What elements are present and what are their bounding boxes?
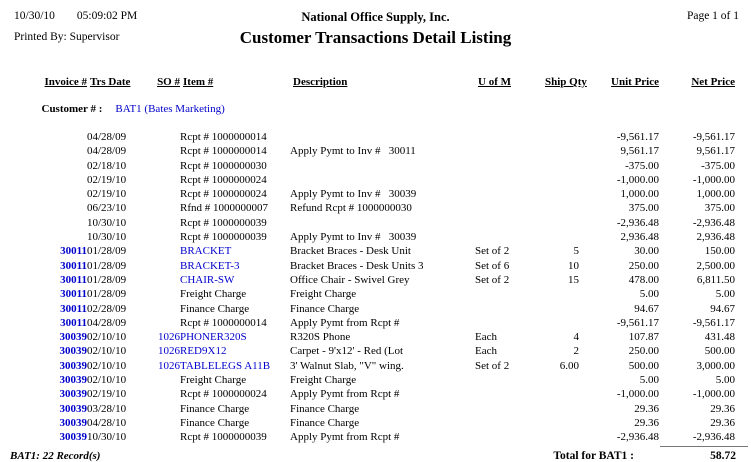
cell-ship-qty xyxy=(545,402,579,416)
cell-trs-date: 02/19/10 xyxy=(87,188,127,201)
cell-invoice-number xyxy=(14,201,87,215)
cell-invoice-number xyxy=(14,130,87,144)
cell-description: Refund Rcpt # 1000000030 xyxy=(290,202,412,215)
cell-description xyxy=(290,130,475,144)
cell-invoice-number[interactable]: 30039 xyxy=(59,331,87,344)
cell-uofm xyxy=(475,187,545,201)
cell-uofm xyxy=(475,387,545,401)
cell-item-number: Rcpt # 1000000014 xyxy=(180,316,267,329)
cell-ship-qty xyxy=(545,216,579,230)
page-indicator: Page 1 of 1 xyxy=(686,10,739,22)
cell-uofm xyxy=(475,416,545,430)
cell-item-number: Rcpt # 1000000030 xyxy=(180,159,267,172)
cell-invoice-number[interactable]: 30039 xyxy=(59,359,87,372)
cell-description: Freight Charge xyxy=(290,374,357,387)
cell-invoice-number[interactable]: 30011 xyxy=(60,245,87,258)
cell-item-number: Rcpt # 1000000039 xyxy=(180,431,267,444)
table-row xyxy=(14,387,735,401)
cell-item-number: Rfnd # 1000000007 xyxy=(180,202,268,215)
cell-trs-date: 04/28/10 xyxy=(87,416,127,429)
table-row xyxy=(14,216,735,230)
cell-item-number: Rcpt # 1000000014 xyxy=(180,145,267,158)
transactions-table xyxy=(14,72,735,445)
cell-so-number xyxy=(149,302,180,316)
cell-ship-qty xyxy=(545,430,579,444)
table-row xyxy=(14,344,735,358)
cell-invoice-number xyxy=(14,173,87,187)
cell-invoice-number[interactable]: 30011 xyxy=(60,288,87,301)
transaction-rows xyxy=(14,130,735,445)
cell-item-number: Rcpt # 1000000024 xyxy=(180,388,267,401)
table-row xyxy=(14,330,735,344)
printed-by: Printed By: Supervisor xyxy=(14,31,120,43)
cell-trs-date: 01/28/09 xyxy=(87,259,127,272)
column-header-trs-date: Trs Date xyxy=(90,76,131,88)
column-header-net-price: Net Price xyxy=(691,76,735,88)
cell-description: Apply Pymt to Inv # 30039 xyxy=(290,188,417,201)
cell-unit-price: 9,561.17 xyxy=(620,145,659,158)
cell-ship-qty: 5 xyxy=(573,245,579,258)
cell-ship-qty xyxy=(545,416,579,430)
table-row xyxy=(14,416,735,430)
cell-net-price: 2,500.00 xyxy=(696,259,735,272)
cell-unit-price: -2,936.48 xyxy=(616,216,659,229)
cell-so-number xyxy=(149,187,180,201)
cell-ship-qty xyxy=(545,287,579,301)
cell-item-number: Rcpt # 1000000039 xyxy=(180,231,267,244)
cell-net-price: 150.00 xyxy=(704,245,735,258)
cell-description: Bracket Braces - Desk Units 3 xyxy=(290,259,424,272)
cell-net-price: 29.36 xyxy=(710,416,735,429)
cell-so-number[interactable]: 1026 xyxy=(158,345,180,358)
cell-ship-qty xyxy=(545,159,579,173)
cell-so-number xyxy=(149,144,180,158)
column-header-unit-price: Unit Price xyxy=(611,76,659,88)
cell-item-number: Freight Charge xyxy=(180,288,247,301)
cell-invoice-number[interactable]: 30011 xyxy=(60,259,87,272)
cell-description: R320S Phone xyxy=(290,331,351,344)
cell-net-price: 3,000.00 xyxy=(696,359,735,372)
cell-net-price: -2,936.48 xyxy=(692,431,735,444)
cell-item-number[interactable]: RED9X12 xyxy=(180,345,227,358)
cell-invoice-number xyxy=(14,144,87,158)
cell-so-number xyxy=(149,373,180,387)
cell-invoice-number[interactable]: 30039 xyxy=(59,388,87,401)
cell-trs-date: 02/10/10 xyxy=(87,374,127,387)
table-row xyxy=(14,159,735,173)
cell-item-number: Rcpt # 1000000014 xyxy=(180,131,267,143)
cell-description xyxy=(290,216,475,230)
cell-uofm xyxy=(475,216,545,230)
cell-net-price: 500.00 xyxy=(704,345,735,358)
cell-ship-qty xyxy=(545,316,579,330)
cell-ship-qty: 15 xyxy=(568,273,579,286)
cell-so-number xyxy=(149,159,180,173)
table-row xyxy=(14,259,735,273)
cell-uofm xyxy=(475,201,545,215)
cell-unit-price: 1,000.00 xyxy=(620,188,659,201)
table-row xyxy=(14,359,735,373)
cell-trs-date: 04/28/09 xyxy=(87,316,127,329)
cell-ship-qty xyxy=(545,387,579,401)
cell-trs-date: 02/10/10 xyxy=(87,359,127,372)
cell-invoice-number[interactable]: 30011 xyxy=(60,316,87,329)
cell-so-number xyxy=(149,402,180,416)
cell-net-price: 2,936.48 xyxy=(696,231,735,244)
cell-unit-price: -2,936.48 xyxy=(616,431,659,444)
cell-trs-date: 01/28/09 xyxy=(87,245,127,258)
customer-row xyxy=(14,88,735,130)
cell-so-number xyxy=(149,316,180,330)
cell-so-number xyxy=(149,259,180,273)
cell-description xyxy=(290,159,475,173)
cell-trs-date: 02/19/10 xyxy=(87,388,127,401)
cell-trs-date: 04/28/09 xyxy=(87,145,127,158)
cell-so-number xyxy=(149,244,180,258)
cell-trs-date: 01/28/09 xyxy=(87,273,127,286)
report-time: 05:09:02 PM xyxy=(76,10,138,22)
cell-trs-date: 02/10/10 xyxy=(87,345,127,358)
table-row xyxy=(14,430,735,444)
cell-net-price: 94.67 xyxy=(710,302,735,315)
cell-uofm xyxy=(475,316,545,330)
cell-unit-price: 29.36 xyxy=(634,402,659,415)
cell-trs-date: 02/18/10 xyxy=(87,159,127,172)
cell-unit-price: 107.87 xyxy=(628,331,659,344)
column-header-uofm: U of M xyxy=(478,76,511,88)
cell-net-price: 1,000.00 xyxy=(696,188,735,201)
cell-so-number xyxy=(149,130,180,144)
company-name: National Office Supply, Inc. xyxy=(301,10,450,24)
column-header-ship-qty: Ship Qty xyxy=(545,76,587,88)
total-group xyxy=(553,450,736,462)
table-row xyxy=(14,373,735,387)
cell-ship-qty xyxy=(545,302,579,316)
cell-description: Finance Charge xyxy=(290,302,360,315)
cell-invoice-number xyxy=(14,230,87,244)
cell-ship-qty xyxy=(545,130,579,144)
cell-item-number[interactable]: PHONER320S xyxy=(180,331,247,344)
cell-unit-price: 30.00 xyxy=(634,245,659,258)
cell-uofm: Set of 2 xyxy=(475,245,510,258)
cell-description: Freight Charge xyxy=(290,288,357,301)
cell-uofm xyxy=(475,230,545,244)
cell-description: Apply Pymt from Rcpt # xyxy=(290,316,400,329)
cell-trs-date: 10/30/10 xyxy=(87,231,127,244)
cell-so-number xyxy=(149,273,180,287)
cell-description: Carpet - 9'x12' - Red (Lot xyxy=(290,345,404,358)
cell-invoice-number[interactable]: 30011 xyxy=(60,273,87,286)
table-row xyxy=(14,316,735,330)
cell-invoice-number xyxy=(14,159,87,173)
column-header-so: SO # xyxy=(157,76,180,88)
total-value: 58.72 xyxy=(710,449,736,462)
cell-unit-price: 250.00 xyxy=(628,259,659,272)
cell-unit-price: 375.00 xyxy=(628,202,659,215)
cell-unit-price: 5.00 xyxy=(639,288,659,301)
cell-ship-qty xyxy=(545,187,579,201)
cell-ship-qty: 2 xyxy=(573,345,579,358)
table-row xyxy=(14,244,735,258)
report-date: 10/30/10 xyxy=(14,10,55,22)
report-header xyxy=(0,0,751,72)
cell-net-price: 431.48 xyxy=(704,331,735,344)
customer-value[interactable]: BAT1 (Bates Marketing) xyxy=(115,103,225,115)
cell-uofm: Set of 6 xyxy=(475,259,510,272)
cell-unit-price: -9,561.17 xyxy=(616,131,659,143)
cell-net-price: 9,561.17 xyxy=(696,145,735,158)
cell-uofm: Set of 2 xyxy=(475,359,510,372)
cell-unit-price: 5.00 xyxy=(639,374,659,387)
table-row xyxy=(14,287,735,301)
cell-description: Finance Charge xyxy=(290,402,360,415)
cell-so-number[interactable]: 1026 xyxy=(158,359,180,372)
cell-net-price: -1,000.00 xyxy=(692,173,735,186)
cell-trs-date: 02/10/10 xyxy=(87,331,127,344)
cell-ship-qty: 10 xyxy=(568,259,579,272)
cell-so-number xyxy=(149,230,180,244)
cell-net-price: 29.36 xyxy=(710,402,735,415)
cell-ship-qty xyxy=(545,173,579,187)
cell-ship-qty xyxy=(545,201,579,215)
column-header-invoice: Invoice # xyxy=(44,76,87,88)
cell-trs-date: 04/28/09 xyxy=(87,131,127,143)
cell-so-number xyxy=(149,387,180,401)
customer-label: Customer # : xyxy=(41,103,103,115)
cell-ship-qty: 4 xyxy=(573,331,579,344)
table-row xyxy=(14,273,735,287)
cell-uofm xyxy=(475,130,545,144)
cell-description: Apply Pymt from Rcpt # xyxy=(290,431,400,444)
table-row xyxy=(14,201,735,215)
cell-item-number[interactable]: TABLELEGS A11B xyxy=(180,359,271,372)
cell-unit-price: -1,000.00 xyxy=(616,173,659,186)
cell-so-number[interactable]: 1026 xyxy=(158,331,180,344)
cell-description: Apply Pymt to Inv # 30011 xyxy=(290,145,416,158)
cell-invoice-number[interactable]: 30039 xyxy=(59,416,87,429)
cell-trs-date: 10/30/10 xyxy=(87,431,127,444)
cell-uofm xyxy=(475,159,545,173)
cell-trs-date: 06/23/10 xyxy=(87,202,127,215)
column-header-row xyxy=(14,72,735,88)
cell-item-number: Rcpt # 1000000024 xyxy=(180,188,267,201)
cell-net-price: 5.00 xyxy=(715,374,735,387)
cell-item-number[interactable]: CHAIR-SW xyxy=(180,273,235,286)
cell-trs-date: 03/28/10 xyxy=(87,402,127,415)
cell-invoice-number[interactable]: 30011 xyxy=(60,302,87,315)
table-row xyxy=(14,144,735,158)
record-count: BAT1: 22 Record(s) xyxy=(10,449,101,462)
cell-unit-price: -375.00 xyxy=(625,159,659,172)
cell-trs-date: 01/28/09 xyxy=(87,288,127,301)
cell-uofm: Each xyxy=(475,345,497,358)
cell-uofm xyxy=(475,144,545,158)
cell-trs-date: 02/28/09 xyxy=(87,302,127,315)
cell-net-price: 375.00 xyxy=(704,202,735,215)
cell-invoice-number[interactable]: 30039 xyxy=(59,374,87,387)
cell-description: Bracket Braces - Desk Unit xyxy=(290,245,411,258)
cell-description xyxy=(290,173,475,187)
cell-uofm xyxy=(475,373,545,387)
cell-item-number: Finance Charge xyxy=(180,416,250,429)
cell-description: 3' Walnut Slab, "V" wing. xyxy=(290,359,404,372)
cell-description: Apply Pymt to Inv # 30039 xyxy=(290,231,417,244)
cell-invoice-number xyxy=(14,216,87,230)
cell-item-number: Finance Charge xyxy=(180,402,250,415)
table-row xyxy=(14,173,735,187)
cell-invoice-number[interactable]: 30039 xyxy=(59,345,87,358)
cell-so-number xyxy=(149,201,180,215)
cell-uofm xyxy=(475,302,545,316)
table-row xyxy=(14,402,735,416)
cell-so-number xyxy=(149,430,180,444)
table-row xyxy=(14,130,735,144)
cell-unit-price: 478.00 xyxy=(628,273,659,286)
cell-uofm xyxy=(475,430,545,444)
cell-ship-qty: 6.00 xyxy=(559,359,579,372)
cell-so-number xyxy=(149,173,180,187)
cell-uofm: Each xyxy=(475,331,497,344)
cell-unit-price: 250.00 xyxy=(628,345,659,358)
cell-net-price: -375.00 xyxy=(701,159,735,172)
cell-description: Finance Charge xyxy=(290,416,360,429)
cell-unit-price: 94.67 xyxy=(634,302,659,315)
cell-invoice-number xyxy=(14,187,87,201)
column-header-item: Item # xyxy=(183,76,214,88)
total-label: Total for BAT1 : xyxy=(553,449,634,462)
report-footer xyxy=(0,447,751,462)
cell-item-number[interactable]: BRACKET xyxy=(180,245,232,258)
cell-net-price: -2,936.48 xyxy=(692,216,735,229)
cell-ship-qty xyxy=(545,144,579,158)
cell-description: Apply Pymt from Rcpt # xyxy=(290,388,400,401)
cell-ship-qty xyxy=(545,230,579,244)
cell-so-number xyxy=(149,287,180,301)
page-title: Customer Transactions Detail Listing xyxy=(239,28,512,47)
cell-net-price: -9,561.17 xyxy=(692,316,735,329)
cell-unit-price: -1,000.00 xyxy=(616,388,659,401)
cell-so-number xyxy=(149,416,180,430)
cell-item-number: Rcpt # 1000000039 xyxy=(180,216,267,229)
table-row xyxy=(14,187,735,201)
cell-item-number: Freight Charge xyxy=(180,374,247,387)
cell-net-price: 6,811.50 xyxy=(696,273,735,286)
cell-so-number xyxy=(149,216,180,230)
cell-unit-price: 2,936.48 xyxy=(620,231,659,244)
cell-item-number[interactable]: BRACKET-3 xyxy=(180,259,240,272)
cell-invoice-number[interactable]: 30039 xyxy=(59,431,87,444)
cell-item-number: Rcpt # 1000000024 xyxy=(180,173,267,186)
cell-uofm: Set of 2 xyxy=(475,273,510,286)
cell-description: Office Chair - Swivel Grey xyxy=(290,273,410,286)
cell-unit-price: -9,561.17 xyxy=(616,316,659,329)
cell-unit-price: 500.00 xyxy=(628,359,659,372)
cell-unit-price: 29.36 xyxy=(634,416,659,429)
column-header-description: Description xyxy=(293,76,348,88)
cell-net-price: -1,000.00 xyxy=(692,388,735,401)
cell-item-number: Finance Charge xyxy=(180,302,250,315)
cell-uofm xyxy=(475,402,545,416)
cell-trs-date: 10/30/10 xyxy=(87,216,127,229)
table-row xyxy=(14,302,735,316)
cell-uofm xyxy=(475,287,545,301)
cell-net-price: 5.00 xyxy=(715,288,735,301)
cell-uofm xyxy=(475,173,545,187)
cell-trs-date: 02/19/10 xyxy=(87,173,127,186)
table-row xyxy=(14,230,735,244)
cell-ship-qty xyxy=(545,373,579,387)
cell-net-price: -9,561.17 xyxy=(692,131,735,143)
cell-invoice-number[interactable]: 30039 xyxy=(59,402,87,415)
